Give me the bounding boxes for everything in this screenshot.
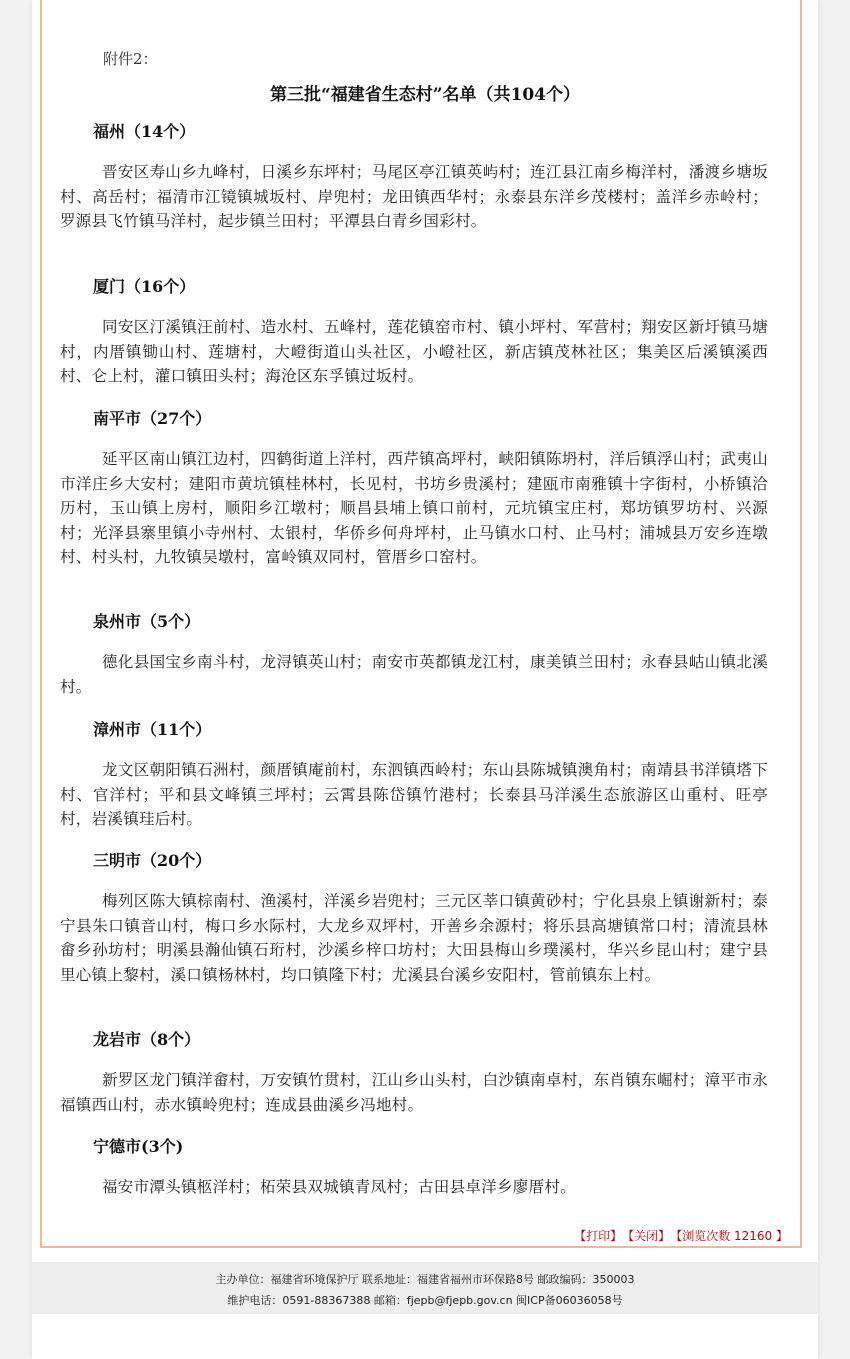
section-sanming <box>60 849 768 987</box>
print-link[interactable]: 【打印】 <box>574 1229 623 1243</box>
section-quanzhou <box>60 610 768 699</box>
section-heading: 龙岩市（8个） <box>93 1030 201 1049</box>
section-heading: 厦门（16个） <box>93 277 196 296</box>
section-body: 龙文区朝阳镇石洲村，颜厝镇庵前村，东泗镇西岭村；东山县陈城镇澳角村；南靖县书洋镇塔下村、官洋村；平和县文峰镇三坪村；云霄县陈岱镇竹港村；长泰县马洋溪生态旅游区山重村、旺亭村，岩溪镇珪后村。 <box>60 761 768 828</box>
footer-address: 主办单位：福建省环境保护厅 联系地址：福建省福州市环保路8号 邮政编码：350003 <box>215 1273 635 1286</box>
section-body: 延平区南山镇江边村，四鹤街道上洋村，西芹镇高坪村，峡阳镇陈坍村，洋后镇浮山村；武夷山市洋庄乡大安村；建阳市黄坑镇桂林村，长见村，书坊乡贵溪村；建瓯市南雅镇十字街村，小桥镇洽历村，玉山镇上房村，顺阳乡江墩村；顺昌县埔上镇口前村，元坑镇宝庄村，郑坊镇罗坊村、兴源村；光泽县寨里镇小寺州村、太银村，华侨乡何舟坪村，止马镇水口村、止马村；浦城县万安乡连墩村、村头村，九牧镇吴墩村，富岭镇双同村，管厝乡口窑村。 <box>60 450 768 566</box>
section-body: 同安区汀溪镇汪前村、造水村、五峰村，莲花镇窑市村、镇小坪村、军营村；翔安区新圩镇马塘村，内厝镇锄山村、莲塘村，大嶝街道山头社区，小嶝社区，新店镇茂林社区；集美区后溪镇溪西村、仑上村，灌口镇田头村；海沧区东孚镇过坂村。 <box>60 318 768 385</box>
section-heading: 三明市（20个） <box>93 851 212 870</box>
section-heading: 宁德市(3个) <box>93 1137 184 1156</box>
section-xiamen <box>60 275 768 389</box>
section-heading: 福州（14个） <box>93 122 196 141</box>
section-body: 德化县国宝乡南斗村，龙浔镇英山村；南安市英都镇龙江村，康美镇兰田村；永春县岵山镇北溪村。 <box>60 653 768 696</box>
section-fuzhou <box>60 120 768 234</box>
section-nanping <box>60 407 768 570</box>
section-zhangzhou <box>60 718 768 832</box>
section-ningde <box>60 1135 768 1200</box>
section-body: 晋安区寿山乡九峰村，日溪乡东坪村；马尾区亭江镇英屿村；连江县江南乡梅洋村，潘渡乡塘坂村、高岳村；福清市江镜镇城坂村、岸兜村；龙田镇西华村；永泰县东洋乡茂楼村；盖洋乡赤岭村；罗源县飞竹镇马洋村，起步镇兰田村；平潭县白青乡国彩村。 <box>60 163 768 230</box>
site-footer <box>32 1262 818 1314</box>
view-count: 【浏览次数 12160 】 <box>676 1229 788 1243</box>
section-longyan <box>60 1028 768 1117</box>
section-heading: 漳州市（11个） <box>93 720 212 739</box>
section-body: 福安市潭头镇柩洋村；柘荣县双城镇青凤村；古田县卓洋乡廖厝村。 <box>102 1178 577 1196</box>
footer-contact: 维护电话：0591-88367388 邮箱：fjepb@fjepb.gov.cn 闽ICP备06036058号 <box>227 1294 623 1307</box>
section-heading: 南平市（27个） <box>93 409 212 428</box>
document-title: 第三批“福建省生态村”名单（共104个） <box>269 85 581 105</box>
action-links <box>568 1227 788 1244</box>
section-heading: 泉州市（5个） <box>93 612 201 631</box>
attachment-label: 附件2： <box>103 50 158 68</box>
close-link[interactable]: 【关闭】 <box>628 1229 671 1243</box>
section-body: 新罗区龙门镇洋畲村，万安镇竹贯村，江山乡山头村，白沙镇南卓村，东肖镇东崛村；漳平市永福镇西山村，赤水镇岭兜村；连成县曲溪乡冯地村。 <box>60 1071 768 1114</box>
section-body: 梅列区陈大镇棕南村、渔溪村，洋溪乡岩兜村；三元区莘口镇黄砂村；宁化县泉上镇谢新村；泰宁县朱口镇音山村，梅口乡水际村，大龙乡双坪村，开善乡余源村；将乐县高塘镇常口村；清流县林畲乡孙坊村；明溪县瀚仙镇石珩村，沙溪乡梓口坊村；大田县梅山乡璞溪村，华兴乡昆山村；建宁县里心镇上黎村，溪口镇杨林村，均口镇隆下村；尤溪县台溪乡安阳村，管前镇东上村。 <box>60 892 768 984</box>
